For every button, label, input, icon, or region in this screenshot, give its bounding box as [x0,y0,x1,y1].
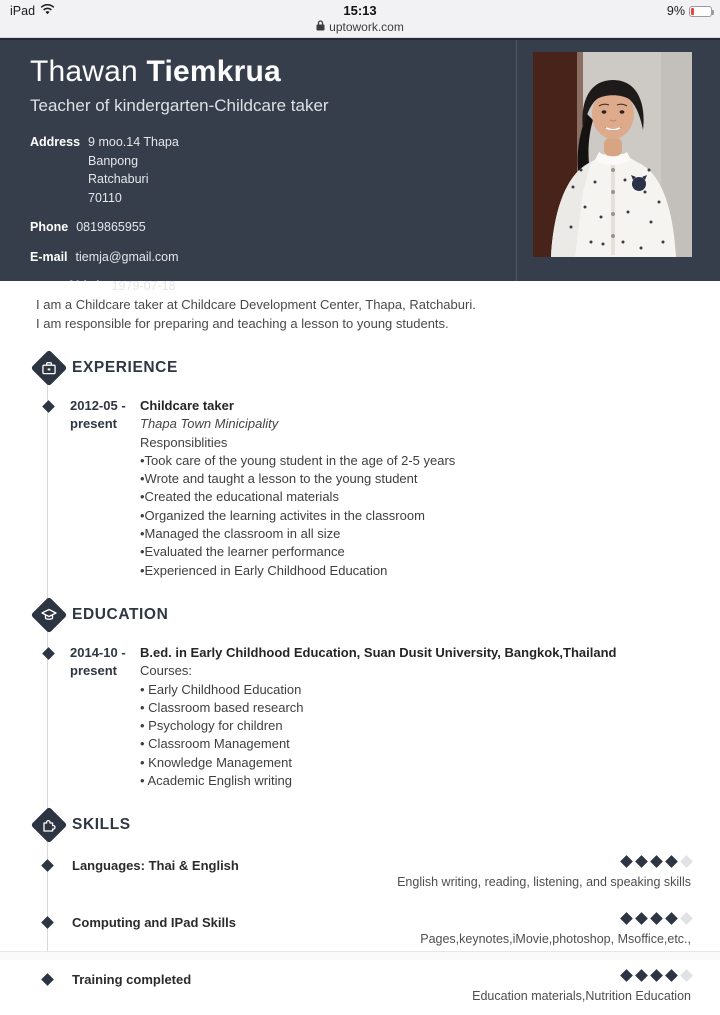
last-name: Tiemkrua [146,55,281,88]
entry-line: • Psychology for children [140,718,283,734]
url-bar[interactable] [0,20,720,34]
header-divider [516,40,517,281]
entry-line: •Evaluated the learner performance [140,544,345,560]
contact-value: tiemja@gmail.com [75,249,179,264]
skill-row [72,857,691,901]
contact-label: Phone [30,220,69,234]
entry-role: Childcare taker [140,398,234,413]
contact-label: E-mail [30,249,68,264]
entry-line: •Managed the classroom in all size [140,526,341,542]
status-right [667,4,712,18]
section-header-skills [30,806,720,844]
skill-rating [397,857,691,866]
entry-line: Responsiblities [140,434,228,450]
entry-line: •Experienced in Early Childhood Education [140,562,388,578]
status-left [10,4,55,18]
skill-rating [472,971,691,980]
entry-line: • Early Childhood Education [140,681,302,697]
resume-body [0,295,720,1004]
summary-line: I am responsible for preparing and teaching a lesson to young students. [36,316,449,331]
device-label: iPad [10,4,36,18]
education-entry [70,644,720,790]
entry-line: •Organized the learning activites in the classroom [140,507,425,523]
entry-dates: 2014-10 - present [70,644,126,679]
entry-body [140,644,617,790]
diamond-bullet-icon [41,973,54,986]
skill-description: Pages,keynotes,iMovie,photoshop, Msoffice,etc., [420,932,691,947]
clock: 15:13 [343,3,377,18]
contact-value: 0819865955 [76,220,146,234]
entry-line: • Classroom Management [140,736,290,752]
entry-body [140,397,455,580]
profile-photo [533,52,692,257]
skill-row [72,914,691,958]
skill-name: Computing and IPad Skills [72,915,236,931]
entry-line: •Took care of the young student in the age of 2-5 years [140,452,456,468]
section-title: EDUCATION [72,605,169,623]
diamond-bullet-icon [41,859,54,872]
diamond-bullet-icon [42,400,55,413]
briefcase-icon [30,349,68,387]
section-title: EXPERIENCE [72,359,178,376]
skill-detail [420,914,691,946]
section-header-education [30,596,720,634]
skill-name: Languages: Thai & English [72,858,239,874]
resume-header [0,38,720,293]
skill-description: English writing, reading, listening, and speaking skills [397,875,691,890]
contact-value: 9 moo.14 Thapa Banpong Ratchaburi 70110 [88,135,179,205]
entry-line: • Academic English writing [140,773,292,789]
skill-description: Education materials,Nutrition Education [472,989,691,1004]
entry-org: Thapa Town Minicipality [140,416,279,432]
entry-line: •Wrote and taught a lesson to the young student [140,471,418,487]
skill-detail [397,857,691,889]
contact-row-dob [30,277,720,296]
contact-value: 1979-07-18 [111,279,176,293]
entry-line: • Knowledge Management [140,754,292,770]
summary [36,295,720,333]
diamond-bullet-icon [41,916,54,929]
summary-line: I am a Childcare taker at Childcare Development Center, Thapa, Ratchaburi. [36,297,476,312]
url-text: uptowork.com [329,20,404,34]
graduation-cap-icon [30,596,68,634]
battery-percent: 9% [666,4,685,18]
lock-icon [316,20,325,34]
contact-label: Address [30,135,81,149]
diamond-bullet-icon [42,647,55,660]
skill-row [72,971,691,1015]
entry-dates: 2012-05 - present [70,398,126,432]
wifi-icon [40,4,55,18]
battery-icon [689,6,712,17]
entry-line: •Created the educational materials [140,489,339,505]
section-header-experience [30,349,720,387]
skill-rating [420,914,691,923]
first-name: Thawan [30,55,147,88]
entry-line: • Classroom based research [140,699,304,715]
job-title: Teacher of kindergarten-Childcare taker [30,96,329,115]
entry-line: Courses: [140,663,193,679]
contact-label: Date of birth [30,279,104,293]
status-bar [0,0,720,38]
puzzle-icon [30,806,68,844]
skill-name: Training completed [72,972,192,988]
entry-degree: B.ed. in Early Childhood Education, Suan Dusit University, Bangkok,Thailand [140,644,617,660]
experience-entry [70,397,720,580]
section-title: SKILLS [72,816,131,834]
skill-detail [472,971,691,1003]
